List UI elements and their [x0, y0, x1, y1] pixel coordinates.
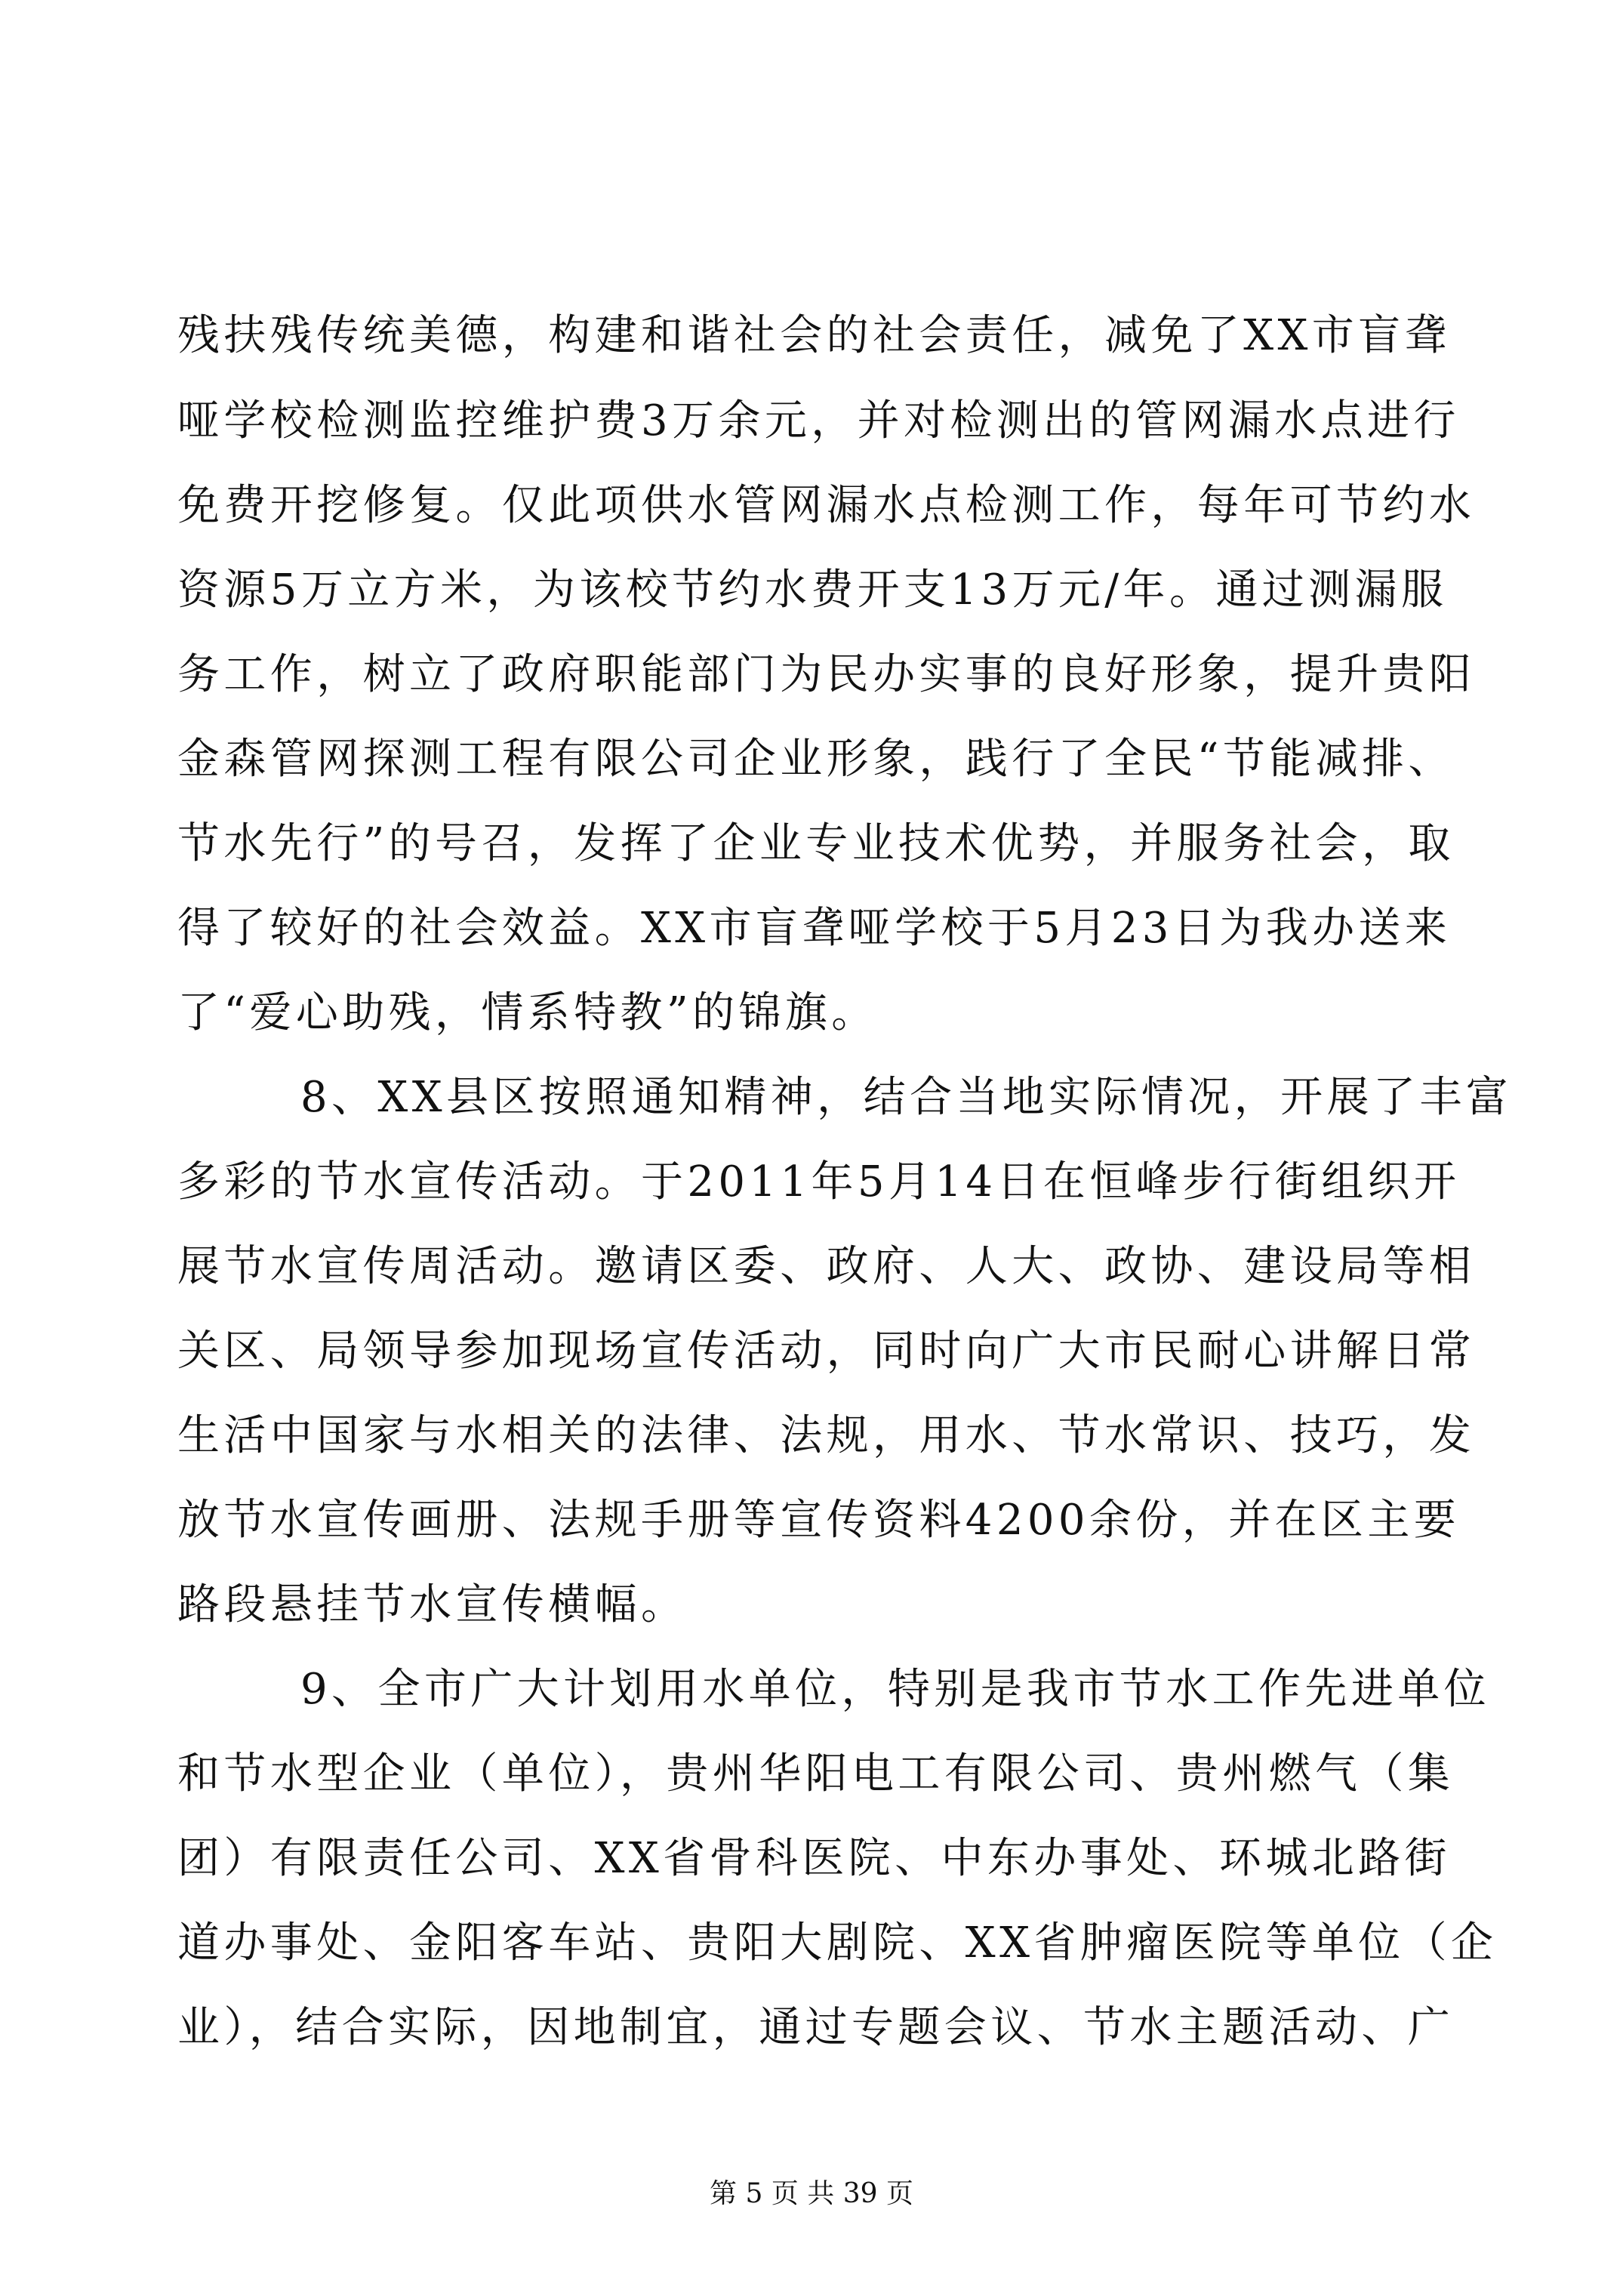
- body-text-line: 免费开挖修复。仅此项供水管网漏水点检测工作，每年可节约水: [177, 481, 1476, 530]
- body-text-line: 道办事处、金阳客车站、贵阳大剧院、XX省肿瘤医院等单位（企: [177, 1918, 1498, 1968]
- body-text-line: 和节水型企业（单位），贵州华阳电工有限公司、贵州燃气（集: [177, 1749, 1455, 1798]
- body-text-line: 关区、局领导参加现场宣传活动，同时向广大市民耐心讲解日常: [177, 1327, 1476, 1376]
- body-text-line: 残扶残传统美德，构建和谐社会的社会责任，减免了XX市盲聋: [177, 311, 1451, 360]
- body-text-line: 生活中国家与水相关的法律、法规，用水、节水常识、技巧，发: [177, 1411, 1476, 1460]
- body-text-line: 团）有限责任公司、XX省骨科医院、中东办事处、环城北路街: [177, 1834, 1451, 1883]
- paragraph-9-first-line: 9、全市广大计划用水单位，特别是我市节水工作先进单位: [300, 1665, 1491, 1714]
- body-text-line: 放节水宣传画册、法规手册等宣传资料4200余份，并在区主要: [177, 1496, 1461, 1545]
- body-text-line: 业），结合实际，因地制宜，通过专题会议、节水主题活动、广: [177, 2003, 1455, 2052]
- body-text-line: 节水先行”的号召，发挥了企业专业技术优势，并服务社会，取: [177, 819, 1455, 868]
- body-text-line: 多彩的节水宣传活动。于2011年5月14日在恒峰步行街组织开: [177, 1157, 1461, 1207]
- body-text-line: 了“爱心助残，情系特教”的锦旗。: [177, 988, 878, 1037]
- paragraph-8-first-line: 8、XX县区按照通知精神，结合当地实际情况，开展了丰富: [300, 1073, 1513, 1122]
- body-text-line: 务工作，树立了政府职能部门为民办实事的良好形象，提升贵阳: [177, 650, 1476, 699]
- page-number-footer: 第 5 页 共 39 页: [710, 2178, 913, 2209]
- body-text-line: 金森管网探测工程有限公司企业形象，践行了全民“节能减排、: [177, 735, 1455, 784]
- body-text-line: 展节水宣传周活动。邀请区委、政府、人大、政协、建设局等相: [177, 1242, 1476, 1291]
- body-text-line: 得了较好的社会效益。XX市盲聋哑学校于5月23日为我办送来: [177, 904, 1452, 953]
- body-text-line: 路段悬挂节水宣传横幅。: [177, 1580, 688, 1629]
- body-text-line: 哑学校检测监控维护费3万余元，并对检测出的管网漏水点进行: [177, 396, 1460, 445]
- body-text-line: 资源5万立方米，为该校节约水费开支13万元/年。通过测漏服: [177, 566, 1448, 615]
